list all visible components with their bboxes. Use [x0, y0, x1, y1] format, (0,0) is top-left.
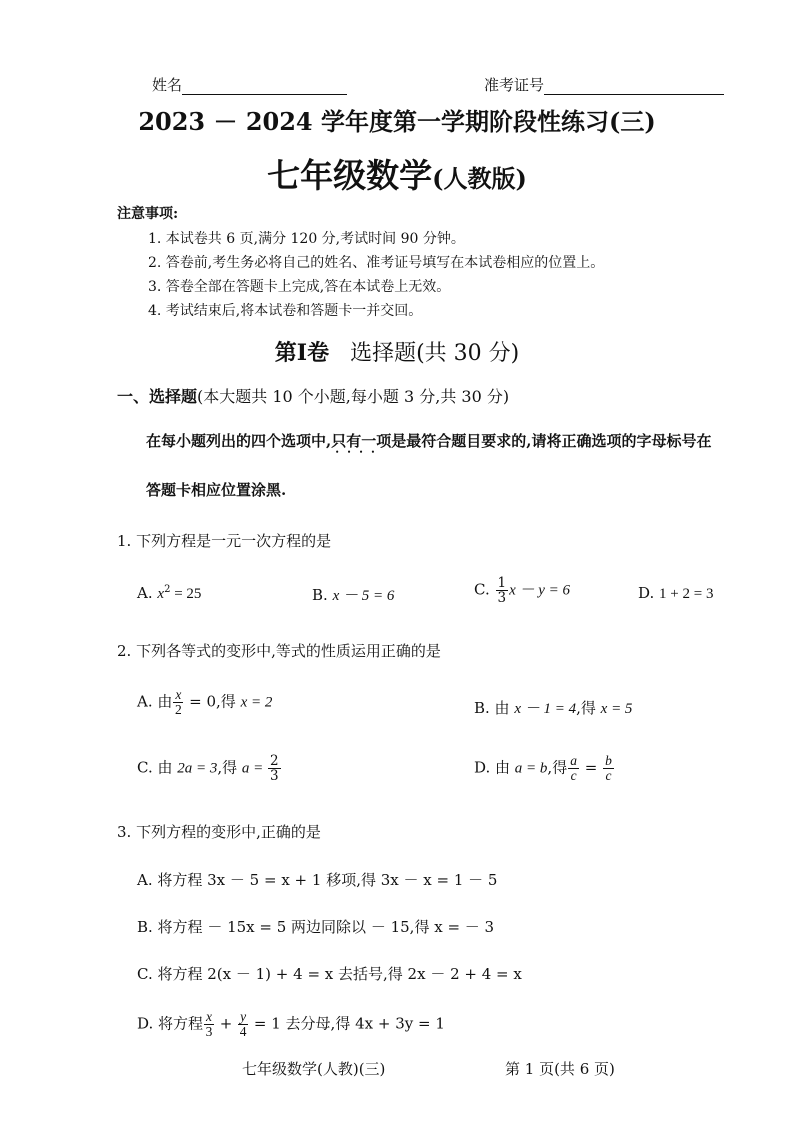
q3-d-fraction-1	[204, 1010, 214, 1039]
q2-d-fraction-1	[568, 754, 579, 783]
q2-c-fraction	[268, 754, 281, 783]
q2-option-b[interactable]	[474, 697, 632, 718]
part-heading	[117, 384, 509, 407]
q3-option-b[interactable]: B. 将方程 － 15x = 5 两边同除以 － 15,得 x = － 3	[137, 918, 495, 936]
q1-option-d[interactable]	[638, 584, 713, 603]
exam-title: 2023 － 2024 学年度第一学期阶段性练习(三)	[138, 107, 656, 136]
q1-c-num: 1	[497, 575, 507, 591]
name-blank-line[interactable]	[182, 80, 347, 95]
q2-b-mid: ,得	[576, 699, 601, 717]
q1-option-c[interactable]	[474, 576, 570, 605]
q1-option-b[interactable]	[312, 584, 394, 605]
q1-d-expr: 1 + 2 = 3	[659, 586, 714, 602]
q1-a-var: x	[157, 586, 165, 602]
q2-c-label: C. 由	[137, 758, 178, 777]
part-title: 一、选择题	[117, 387, 198, 406]
q2-a-fraction	[173, 688, 183, 717]
q2-b-end: x = 5	[600, 701, 633, 717]
q3-d-fraction-2	[238, 1010, 248, 1039]
q1-c-label: C.	[474, 580, 490, 599]
q1-d-label: D.	[638, 584, 655, 602]
q3-option-d[interactable]	[137, 1010, 445, 1039]
q2-c-den: 3	[270, 768, 279, 785]
q1-a-rest: = 25	[170, 586, 202, 602]
q2-c-var: a =	[241, 760, 268, 777]
q2-option-d[interactable]	[474, 754, 615, 783]
q3-d-num2: y	[240, 1009, 247, 1024]
q3-d-rest: = 1 去分母,得 4x + 3y = 1	[249, 1014, 445, 1033]
subject-title-main: 七年级数学	[267, 156, 433, 195]
footer-subject: 七年级数学(人教)(三)	[242, 1060, 386, 1078]
note-item-4: 4. 考试结束后,将本试卷和答题卡一并交回。	[148, 303, 423, 319]
q2-d-num2: b	[605, 753, 612, 768]
footer-page-number: 第 1 页(共 6 页)	[505, 1060, 615, 1078]
q1-c-fraction	[496, 576, 509, 605]
q2-c-expr: 2a = 3	[177, 760, 218, 777]
instruction-line-2: 答题卡相应位置涂黑.	[146, 481, 287, 499]
q2-b-label: B. 由	[474, 699, 515, 717]
q2-a-label: A. 由	[137, 692, 173, 711]
instruction-emphasis: 只有一项 • • • •	[331, 432, 391, 450]
q2-d-den1: c	[570, 768, 577, 784]
instruction-text-a: 在每小题列出的四个选项中,	[146, 432, 332, 450]
question-3-stem: 3. 下列方程的变形中,正确的是	[117, 823, 321, 841]
q2-option-c[interactable]	[137, 754, 282, 783]
volume-subtitle: 选择题(共 30 分)	[350, 341, 520, 366]
q2-a-end: x = 2	[240, 694, 273, 711]
instruction-line-1	[146, 430, 711, 451]
q3-d-plus: +	[215, 1014, 238, 1033]
note-item-1: 1. 本试卷共 6 页,满分 120 分,考试时间 90 分钟。	[148, 231, 465, 247]
q2-d-eq: =	[579, 758, 603, 777]
notes-heading: 注意事项:	[117, 206, 179, 222]
q2-a-den: 2	[175, 702, 182, 718]
q1-a-label: A.	[137, 584, 153, 602]
q2-b-expr: x － 1 = 4	[514, 701, 577, 717]
note-item-2: 2. 答卷前,考生务必将自己的姓名、准考证号填写在本试卷相应的位置上。	[148, 255, 605, 271]
q1-c-rest: x － y = 6	[509, 582, 571, 599]
q3-d-den1: 3	[205, 1024, 213, 1040]
q2-d-den2: c	[605, 768, 612, 784]
q3-d-den2: 4	[239, 1024, 247, 1040]
q2-d-label: D. 由	[474, 758, 515, 777]
q1-c-den: 3	[497, 590, 507, 607]
exam-number-blank-line[interactable]	[544, 80, 724, 95]
exam-number-label: 准考证号	[484, 76, 545, 94]
note-item-3: 3. 答卷全部在答题卡上完成,答在本试卷上无效。	[148, 279, 451, 295]
q2-option-a[interactable]	[137, 688, 272, 717]
q1-b-expr: x － 5 = 6	[332, 588, 395, 604]
exam-number-field	[484, 74, 724, 95]
volume-title: 第Ⅰ卷	[274, 340, 330, 366]
name-label: 姓名	[152, 76, 183, 94]
q2-c-num: 2	[270, 753, 279, 769]
q2-d-num1: a	[570, 753, 577, 768]
q3-option-a[interactable]: A. 将方程 3x － 5 = x + 1 移项,得 3x － x = 1 － 5	[137, 871, 498, 889]
question-1-stem: 1. 下列方程是一元一次方程的是	[117, 532, 332, 550]
q2-d-mid: ,得	[547, 758, 568, 777]
q3-option-c[interactable]: C. 将方程 2(x － 1) + 4 = x 去括号,得 2x － 2 + 4 = x	[137, 965, 522, 983]
subject-title	[0, 150, 794, 197]
q2-d-fraction-2	[603, 754, 614, 783]
q3-d-label: D. 将方程	[137, 1014, 204, 1033]
q3-d-num1: x	[206, 1009, 213, 1024]
q2-d-expr: a = b	[514, 760, 548, 777]
q1-a-exp: 2	[164, 584, 171, 595]
question-2-stem: 2. 下列各等式的变形中,等式的性质运用正确的是	[117, 642, 441, 660]
q2-a-mid: = 0,得	[184, 692, 241, 711]
instruction-text-b: 是最符合题目要求的,请将正确选项的字母标号在	[391, 432, 712, 450]
subject-title-edition: (人教版)	[432, 164, 527, 193]
q2-c-mid: ,得	[217, 758, 242, 777]
part-description: (本大题共 10 个小题,每小题 3 分,共 30 分)	[197, 387, 510, 406]
volume-heading	[0, 336, 794, 367]
q1-b-label: B.	[312, 586, 328, 604]
q1-option-a[interactable]	[137, 584, 201, 603]
q2-a-num: x	[175, 687, 182, 702]
name-field	[152, 74, 347, 95]
